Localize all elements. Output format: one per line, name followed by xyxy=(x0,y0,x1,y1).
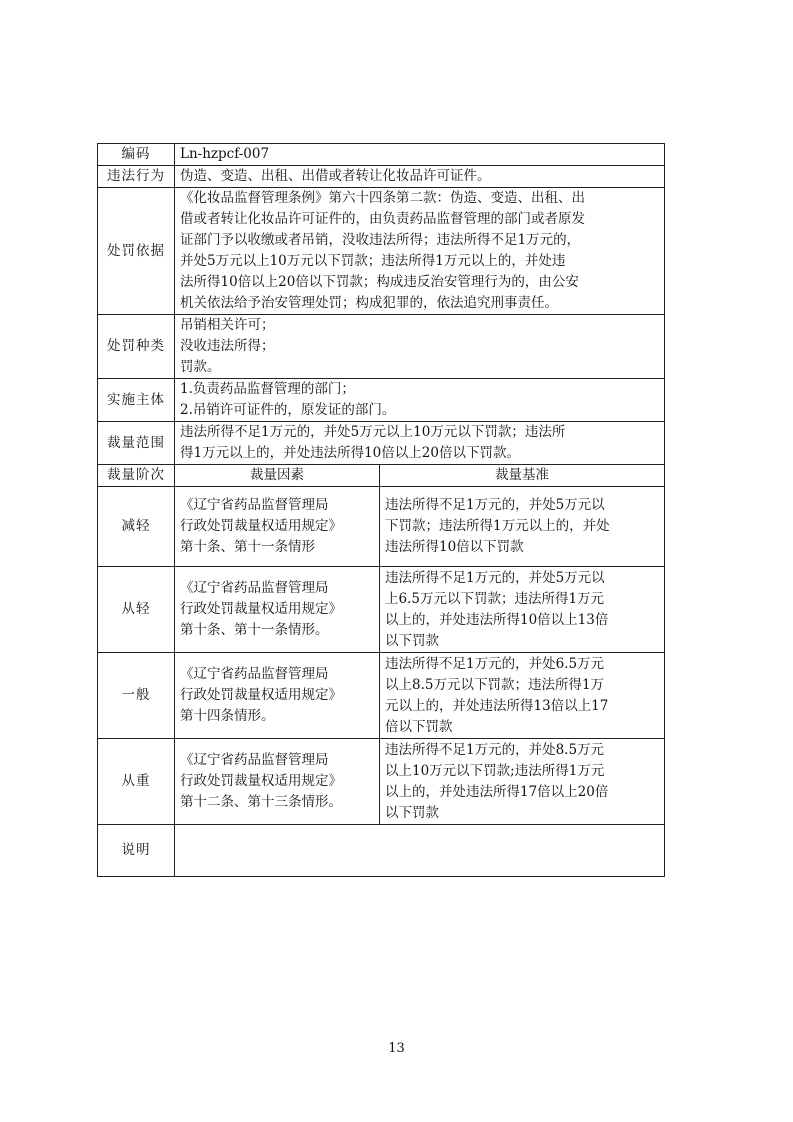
factor-line: 第十二条、第十三条情形。 xyxy=(180,794,342,810)
penalty-types-label: 处罚种类 xyxy=(98,315,175,379)
implementing-body-label: 实施主体 xyxy=(98,379,175,422)
factor-line: 行政处罚裁量权适用规定》 xyxy=(180,687,342,703)
basis-value xyxy=(175,188,665,315)
level-standard xyxy=(380,653,665,739)
basis-line: 证部门予以收缴或者吊销，没收违法所得；违法所得不足1万元的， xyxy=(180,232,581,248)
code-label: 编码 xyxy=(98,144,175,166)
discretion-range-value xyxy=(175,422,665,465)
row-code xyxy=(98,144,665,166)
basis-line: 法所得10倍以上20倍以下罚款；构成违反治安管理行为的，由公安 xyxy=(180,274,579,290)
standard-line: 以下罚款 xyxy=(385,804,439,821)
standard-line: 违法所得不足1万元的，并处5万元以 xyxy=(385,569,605,586)
level-standard xyxy=(380,487,665,567)
standard-line: 以上的，并处违法所得17倍以上20倍 xyxy=(385,783,609,800)
standard-line: 违法所得10倍以下罚款 xyxy=(385,539,524,555)
standard-header: 裁量基准 xyxy=(380,465,665,487)
level-factor xyxy=(175,487,380,567)
row-level-mitigated xyxy=(98,487,665,567)
factor-header: 裁量因素 xyxy=(175,465,380,487)
penalty-types-value xyxy=(175,315,665,379)
basis-line: 借或者转让化妆品许可证件的，由负责药品监督管理的部门或者原发 xyxy=(180,211,585,227)
standard-line: 倍以下罚款 xyxy=(385,718,453,735)
implementing-body-value xyxy=(175,379,665,422)
violation-label: 违法行为 xyxy=(98,166,175,188)
row-level-general xyxy=(98,653,665,739)
level-name: 减轻 xyxy=(98,487,175,567)
factor-line: 《辽宁省药品监督管理局 xyxy=(180,580,329,596)
level-name: 一般 xyxy=(98,653,175,739)
implementing-body-line: 2.吊销许可证件的，原发证的部门。 xyxy=(180,402,396,418)
factor-line: 《辽宁省药品监督管理局 xyxy=(180,497,329,513)
factor-line: 行政处罚裁量权适用规定》 xyxy=(180,773,342,789)
notes-value xyxy=(175,825,665,877)
implementing-body-line: 1.负责药品监督管理的部门； xyxy=(180,381,355,397)
row-implementing-body xyxy=(98,379,665,422)
row-basis xyxy=(98,188,665,315)
row-level-aggravated xyxy=(98,739,665,825)
standard-line: 违法所得不足1万元的，并处5万元以 xyxy=(385,497,605,513)
penalty-table xyxy=(97,143,665,877)
standard-line: 上6.5万元以下罚款；违法所得1万元 xyxy=(385,590,605,607)
factor-line: 第十条、第十一条情形。 xyxy=(180,622,329,638)
discretion-range-label: 裁量范围 xyxy=(98,422,175,465)
penalty-type-line: 罚款。 xyxy=(180,359,221,375)
factor-line: 行政处罚裁量权适用规定》 xyxy=(180,601,342,617)
row-discretion-range xyxy=(98,422,665,465)
row-levels-header xyxy=(98,465,665,487)
penalty-type-line: 吊销相关许可； xyxy=(180,317,275,333)
standard-line: 以下罚款 xyxy=(385,632,439,649)
standard-line: 违法所得不足1万元的，并处6.5万元 xyxy=(385,655,605,672)
level-standard xyxy=(380,739,665,825)
standard-line: 违法所得不足1万元的，并处8.5万元 xyxy=(385,741,605,758)
level-factor xyxy=(175,653,380,739)
row-violation xyxy=(98,166,665,188)
penalty-type-line: 没收违法所得； xyxy=(180,338,275,354)
standard-line: 以上8.5万元以下罚款；违法所得1万 xyxy=(385,676,605,693)
level-factor xyxy=(175,739,380,825)
level-factor xyxy=(175,567,380,653)
factor-line: 第十条、第十一条情形 xyxy=(180,539,315,555)
standard-line: 元以上的，并处违法所得13倍以上17 xyxy=(385,697,609,714)
row-notes xyxy=(98,825,665,877)
discretion-range-line: 违法所得不足1万元的，并处5万元以上10万元以下罚款；违法所 xyxy=(180,424,566,440)
code-value: Ln-hzpcf-007 xyxy=(175,144,665,166)
factor-line: 行政处罚裁量权适用规定》 xyxy=(180,518,342,534)
level-header: 裁量阶次 xyxy=(98,465,175,487)
basis-line: 机关依法给予治安管理处罚；构成犯罪的，依法追究刑事责任。 xyxy=(180,295,558,311)
level-name: 从重 xyxy=(98,739,175,825)
page-number: 13 xyxy=(388,1041,405,1056)
level-standard xyxy=(380,567,665,653)
row-level-lenient xyxy=(98,567,665,653)
basis-line: 并处5万元以上10万元以下罚款；违法所得1万元以上的，并处违 xyxy=(180,253,566,269)
factor-line: 《辽宁省药品监督管理局 xyxy=(180,666,329,682)
standard-line: 下罚款；违法所得1万元以上的，并处 xyxy=(385,518,610,534)
factor-line: 第十四条情形。 xyxy=(180,708,275,724)
standard-line: 以上10万元以下罚款;违法所得1万元 xyxy=(385,762,605,779)
factor-line: 《辽宁省药品监督管理局 xyxy=(180,752,329,768)
standard-line: 以上的，并处违法所得10倍以上13倍 xyxy=(385,611,609,628)
level-name: 从轻 xyxy=(98,567,175,653)
discretion-range-line: 得1万元以上的，并处违法所得10倍以上20倍以下罚款。 xyxy=(180,445,520,461)
notes-label: 说明 xyxy=(98,825,175,877)
row-penalty-types xyxy=(98,315,665,379)
basis-line: 《化妆品监督管理条例》第六十四条第二款：伪造、变造、出租、出 xyxy=(180,190,585,206)
basis-label: 处罚依据 xyxy=(98,188,175,315)
violation-value: 伪造、变造、出租、出借或者转让化妆品许可证件。 xyxy=(175,166,665,188)
